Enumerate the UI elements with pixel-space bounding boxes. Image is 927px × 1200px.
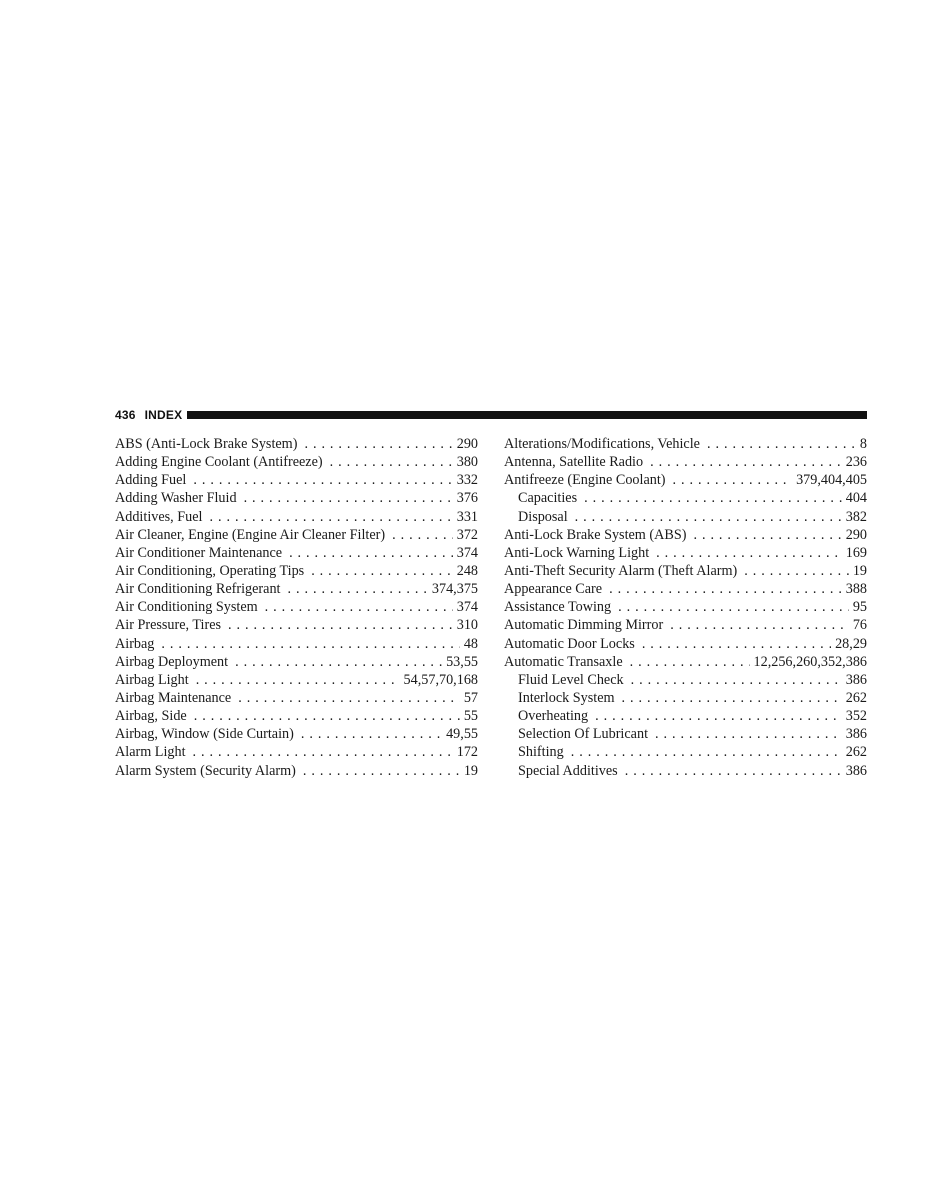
dot-leader bbox=[650, 454, 842, 471]
entry-label: Antenna, Satellite Radio bbox=[504, 454, 644, 471]
index-entry bbox=[115, 708, 478, 726]
dot-leader bbox=[330, 454, 453, 471]
index-subentry bbox=[504, 708, 867, 726]
dot-leader bbox=[693, 527, 841, 544]
dot-leader bbox=[584, 490, 842, 507]
entry-label: Airbag Light bbox=[115, 671, 189, 688]
entry-label: Airbag, Side bbox=[115, 708, 187, 725]
entry-pages: 57 bbox=[463, 689, 478, 706]
entry-label: Alarm System (Security Alarm) bbox=[115, 762, 296, 779]
entry-pages: 262 bbox=[845, 689, 867, 706]
index-entry bbox=[115, 527, 478, 545]
index-entry bbox=[115, 509, 478, 527]
index-entry bbox=[115, 672, 478, 690]
index-column-right bbox=[504, 436, 867, 781]
dot-leader bbox=[244, 490, 453, 507]
entry-pages: 290 bbox=[456, 436, 478, 452]
index-entry bbox=[115, 545, 478, 563]
entry-label: ABS (Anti-Lock Brake System) bbox=[115, 436, 298, 452]
index-entry bbox=[504, 581, 867, 599]
entry-label: Air Pressure, Tires bbox=[115, 617, 222, 634]
section-title: INDEX bbox=[144, 408, 183, 422]
index-entry bbox=[115, 436, 478, 454]
index-subentry bbox=[504, 690, 867, 708]
entry-label: Additives, Fuel bbox=[115, 508, 203, 525]
entry-label: Anti-Lock Brake System (ABS) bbox=[504, 526, 687, 543]
entry-label: Airbag bbox=[115, 635, 155, 652]
entry-pages: 8 bbox=[859, 436, 867, 452]
entry-pages: 374 bbox=[456, 544, 478, 561]
entry-pages: 332 bbox=[456, 472, 478, 489]
index-entry bbox=[115, 636, 478, 654]
dot-leader bbox=[161, 636, 459, 653]
dot-leader bbox=[631, 672, 842, 689]
entry-label: Air Conditioning System bbox=[115, 599, 258, 616]
dot-leader bbox=[304, 436, 452, 453]
entry-label: Shifting bbox=[518, 744, 564, 761]
dot-leader bbox=[289, 545, 453, 562]
entry-label: Air Conditioning, Operating Tips bbox=[115, 562, 305, 579]
dot-leader bbox=[196, 672, 400, 689]
entry-label: Special Additives bbox=[518, 762, 618, 779]
index-entry bbox=[115, 763, 478, 781]
page-number: 436 bbox=[115, 408, 136, 422]
entry-label: Adding Washer Fluid bbox=[115, 490, 237, 507]
entry-pages: 374,375 bbox=[431, 581, 478, 598]
entry-pages: 19 bbox=[463, 762, 478, 779]
entry-pages: 372 bbox=[456, 526, 478, 543]
dot-leader bbox=[238, 690, 460, 707]
index-entry bbox=[115, 490, 478, 508]
entry-pages: 28,29 bbox=[835, 635, 867, 652]
index-entry bbox=[115, 617, 478, 635]
dot-leader bbox=[288, 581, 428, 598]
entry-pages: 380 bbox=[456, 454, 478, 471]
entry-pages: 404 bbox=[845, 490, 867, 507]
entry-pages: 386 bbox=[845, 671, 867, 688]
entry-pages: 54,57,70,168 bbox=[403, 671, 478, 688]
entry-pages: 19 bbox=[852, 562, 867, 579]
dot-leader bbox=[673, 472, 793, 489]
entry-pages: 169 bbox=[845, 544, 867, 561]
entry-pages: 262 bbox=[845, 744, 867, 761]
entry-pages: 310 bbox=[456, 617, 478, 634]
dot-leader bbox=[609, 581, 842, 598]
index-entry bbox=[504, 545, 867, 563]
index-entry bbox=[115, 690, 478, 708]
dot-leader bbox=[311, 563, 453, 580]
dot-leader bbox=[235, 654, 442, 671]
entry-pages: 388 bbox=[845, 581, 867, 598]
entry-label: Air Conditioning Refrigerant bbox=[115, 581, 281, 598]
dot-leader bbox=[575, 509, 842, 526]
entry-label: Alarm Light bbox=[115, 744, 186, 761]
index-entry bbox=[504, 472, 867, 490]
index-entry bbox=[504, 654, 867, 672]
index-subentry bbox=[504, 509, 867, 527]
index-entry bbox=[115, 599, 478, 617]
entry-pages: 48 bbox=[463, 635, 478, 652]
index-subentry bbox=[504, 763, 867, 781]
entry-label: Automatic Dimming Mirror bbox=[504, 617, 664, 634]
dot-leader bbox=[571, 744, 842, 761]
entry-pages: 236 bbox=[845, 454, 867, 471]
dot-leader bbox=[210, 509, 453, 526]
index-entry bbox=[115, 581, 478, 599]
entry-label: Adding Fuel bbox=[115, 472, 187, 489]
index-subentry bbox=[504, 744, 867, 762]
index-entry bbox=[504, 636, 867, 654]
dot-leader bbox=[642, 636, 831, 653]
dot-leader bbox=[303, 763, 460, 780]
entry-label: Airbag Deployment bbox=[115, 653, 229, 670]
entry-label: Appearance Care bbox=[504, 581, 603, 598]
index-entry bbox=[504, 563, 867, 581]
dot-leader bbox=[193, 472, 452, 489]
index-entry bbox=[504, 617, 867, 635]
entry-label: Airbag Maintenance bbox=[115, 689, 232, 706]
dot-leader bbox=[193, 744, 453, 761]
header-rule bbox=[187, 411, 867, 419]
entry-label: Fluid Level Check bbox=[518, 671, 624, 688]
entry-pages: 376 bbox=[456, 490, 478, 507]
dot-leader bbox=[301, 726, 442, 743]
dot-leader bbox=[625, 763, 842, 780]
entry-pages: 382 bbox=[845, 508, 867, 525]
dot-leader bbox=[744, 563, 849, 580]
dot-leader bbox=[595, 708, 842, 725]
dot-leader bbox=[622, 690, 842, 707]
entry-label: Anti-Theft Security Alarm (Theft Alarm) bbox=[504, 562, 738, 579]
index-subentry bbox=[504, 490, 867, 508]
entry-pages: 352 bbox=[845, 708, 867, 725]
entry-label: Capacities bbox=[518, 490, 578, 507]
entry-label: Automatic Transaxle bbox=[504, 653, 623, 670]
entry-label: Air Cleaner, Engine (Engine Air Cleaner Filter) bbox=[115, 526, 386, 543]
dot-leader bbox=[656, 545, 842, 562]
dot-leader bbox=[618, 599, 849, 616]
dot-leader bbox=[707, 436, 856, 453]
entry-label: Adding Engine Coolant (Antifreeze) bbox=[115, 454, 323, 471]
entry-pages: 386 bbox=[845, 762, 867, 779]
entry-label: Antifreeze (Engine Coolant) bbox=[504, 472, 666, 489]
index-entry bbox=[115, 472, 478, 490]
entry-label: Anti-Lock Warning Light bbox=[504, 544, 650, 561]
entry-label: Automatic Door Locks bbox=[504, 635, 635, 652]
dot-leader bbox=[670, 617, 849, 634]
index-entry bbox=[504, 436, 867, 454]
entry-pages: 331 bbox=[456, 508, 478, 525]
entry-pages: 49,55 bbox=[446, 726, 478, 743]
page-header bbox=[115, 408, 867, 422]
index-column-left bbox=[115, 436, 478, 781]
dot-leader bbox=[265, 599, 453, 616]
dot-leader bbox=[228, 617, 453, 634]
dot-leader bbox=[630, 654, 750, 671]
index-entry bbox=[115, 454, 478, 472]
entry-pages: 76 bbox=[852, 617, 867, 634]
index-entry bbox=[504, 454, 867, 472]
entry-label: Disposal bbox=[518, 508, 568, 525]
entry-pages: 290 bbox=[845, 526, 867, 543]
dot-leader bbox=[194, 708, 460, 725]
index-subentry bbox=[504, 726, 867, 744]
entry-pages: 12,256,260,352,386 bbox=[753, 653, 867, 670]
entry-pages: 248 bbox=[456, 562, 478, 579]
entry-pages: 374 bbox=[456, 599, 478, 616]
entry-label: Airbag, Window (Side Curtain) bbox=[115, 726, 294, 743]
index-entry bbox=[115, 726, 478, 744]
entry-label: Assistance Towing bbox=[504, 599, 612, 616]
entry-pages: 172 bbox=[456, 744, 478, 761]
entry-label: Selection Of Lubricant bbox=[518, 726, 649, 743]
entry-label: Interlock System bbox=[518, 689, 615, 706]
entry-pages: 379,404,405 bbox=[796, 472, 867, 489]
index-entry bbox=[115, 744, 478, 762]
index-entry bbox=[115, 654, 478, 672]
dot-leader bbox=[655, 726, 842, 743]
index-subentry bbox=[504, 672, 867, 690]
entry-pages: 55 bbox=[463, 708, 478, 725]
entry-pages: 95 bbox=[852, 599, 867, 616]
dot-leader bbox=[392, 527, 453, 544]
index-entry bbox=[504, 599, 867, 617]
entry-pages: 53,55 bbox=[446, 653, 478, 670]
entry-pages: 386 bbox=[845, 726, 867, 743]
entry-label: Overheating bbox=[518, 708, 589, 725]
entry-label: Alterations/Modifications, Vehicle bbox=[504, 436, 700, 452]
index-entry bbox=[115, 563, 478, 581]
entry-label: Air Conditioner Maintenance bbox=[115, 544, 283, 561]
index-entry bbox=[504, 527, 867, 545]
